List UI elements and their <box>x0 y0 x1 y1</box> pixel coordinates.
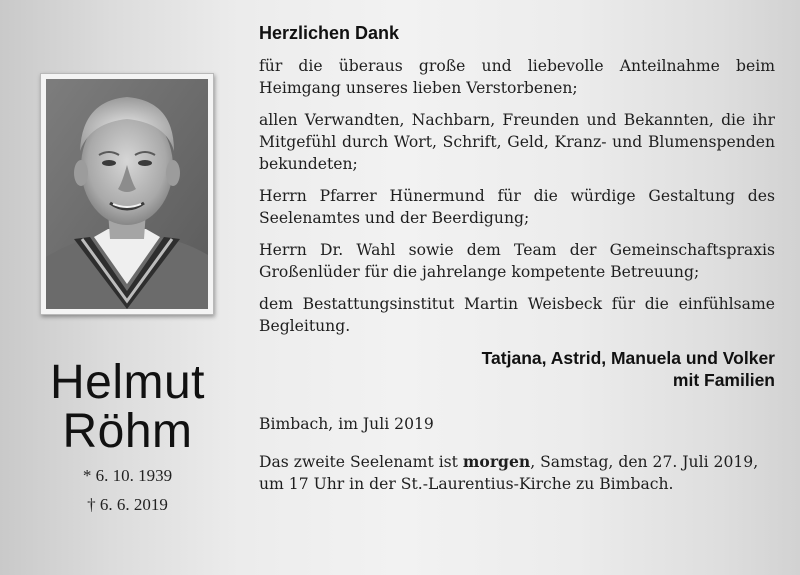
death-date: † 6. 6. 2019 <box>87 495 168 514</box>
signers-families: mit Familien <box>672 370 775 390</box>
notice-text-end: , Samstag, den 27. Juli 2019, um 17 Uhr in der St.-Laurentius-Kirche zu Bimbach. <box>259 453 759 493</box>
thanks-paragraph: dem Bestattungsinstitut Martin Weisbeck für die einfühlsame Begleitung. <box>259 295 775 335</box>
thanks-paragraph: Herrn Dr. Wahl sowie dem Team der Gemeinschaftspraxis Großenlüder für die jahrelange kompetente Betreuung; <box>259 241 775 281</box>
birth-date: * 6. 10. 1939 <box>82 466 173 485</box>
thanks-paragraph: Herrn Pfarrer Hünermund für die würdige Gestaltung des Seelenamtes und der Beerdigung; <box>259 187 775 227</box>
deceased-last-name: Röhm <box>62 405 193 458</box>
notice-text-bold: morgen <box>462 452 531 471</box>
portrait-photo <box>46 79 208 309</box>
portrait-frame <box>40 73 214 315</box>
deceased-first-name: Helmut <box>49 356 206 409</box>
thanks-paragraph: für die überaus große und liebevolle Anteilnahme beim Heimgang unseres lieben Verstorbenen; <box>259 57 775 97</box>
place-date: Bimbach, im Juli 2019 <box>259 415 434 433</box>
thanks-heading: Herzlichen Dank <box>259 23 400 43</box>
signers-names: Tatjana, Astrid, Manuela und Volker <box>481 348 775 368</box>
thanks-text-block <box>259 22 775 495</box>
signers <box>259 347 775 391</box>
service-notice <box>259 451 775 495</box>
thanks-paragraph: allen Verwandten, Nachbarn, Freunden und Bekannten, die ihr Mitgefühl durch Wort, Schrift, Geld, Kranz- und Blumenspenden bekundeten; <box>259 111 775 173</box>
notice-text-start: Das zweite Seelenamt ist <box>259 453 463 471</box>
